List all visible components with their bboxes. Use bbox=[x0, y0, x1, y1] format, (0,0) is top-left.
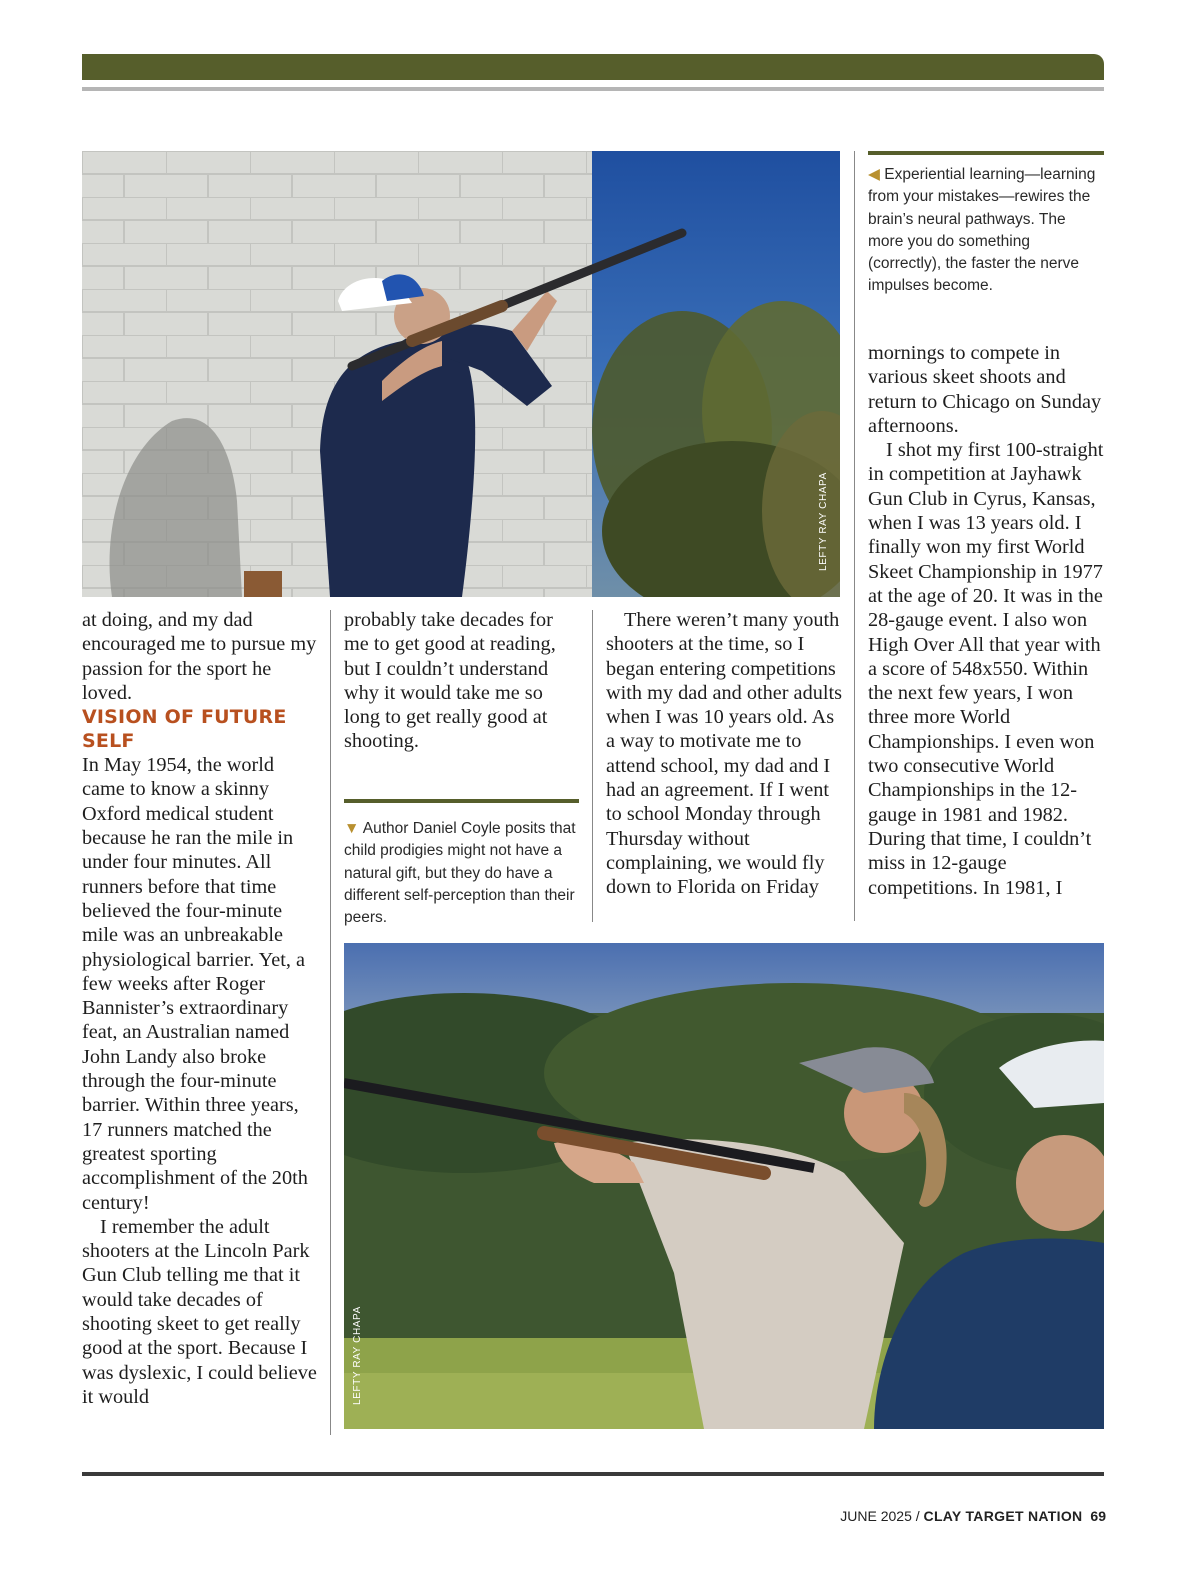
footer-separator: / bbox=[911, 1508, 924, 1524]
column-3 bbox=[606, 608, 842, 900]
photo-credit-bottom: LEFTY RAY CHAPA bbox=[352, 1306, 363, 1405]
caption-rule-top bbox=[868, 151, 1104, 155]
caption-text: Experiential learning—learning from your mistakes—rewires the brain’s neural pathways. The more you do something (correctly), the faster the nerve impulses become. bbox=[868, 166, 1096, 295]
header-rule bbox=[82, 87, 1104, 91]
paragraph: In May 1954, the world came to know a skinny Oxford medical student because he ran the mile in under four minutes. All runners before that time believed the four-minute mile was an unbreakable physiological barrier. Yet, a few weeks after Roger Bannister’s extraordinary feat, an Australian named John Landy also broke through the four-minute barrier. Within three years, 17 runners matched the greatest sporting accomplishment of the 20th century! bbox=[82, 754, 308, 1214]
paragraph: I shot my first 100-straight in competition at Jayhawk Gun Club in Cyrus, Kansas, when I was 13 years old. I finally won my first World Skeet Championship in 1977 at the age of 20. It was in the 28-gauge event. I also won High Over All that year with a score of 548x550. Within the next few years, I won three more World Championships. I even won two consecutive World Championships in the 12-gauge in 1981 and 1982. During that time, I couldn’t miss in 12-gauge competitions. In 1981, I bbox=[868, 439, 1104, 899]
column-rule-2 bbox=[592, 610, 593, 922]
caption-left-triangle-icon: ◀ bbox=[868, 166, 880, 183]
section-heading: VISION OF FUTURE SELF bbox=[82, 706, 287, 753]
page-footer bbox=[840, 1508, 1106, 1524]
caption-rule-middle bbox=[344, 799, 579, 803]
photo-shooter-standing bbox=[82, 151, 840, 597]
paragraph: mornings to compete in various skeet shoots and return to Chicago on Sunday afternoons. bbox=[868, 342, 1102, 437]
paragraph: probably take decades for me to get good at reading, but I couldn’t understand why it would take me so long to get really good at shooting. bbox=[344, 609, 556, 753]
photo-credit-top: LEFTY RAY CHAPA bbox=[818, 472, 829, 571]
paragraph: at doing, and my dad encouraged me to pursue my passion for the sport he loved. bbox=[82, 609, 317, 704]
header-bar bbox=[82, 54, 1104, 80]
column-2 bbox=[344, 608, 582, 754]
caption-down-triangle-icon: ▼ bbox=[344, 820, 360, 837]
photo-shooters-field bbox=[344, 943, 1104, 1429]
paragraph: There weren’t many youth shooters at the time, so I began entering competitions with my dad and other adults when I was 10 years old. As a way to motivate me to attend school, my dad and I had an agreement. If I went to school Monday through Thursday without complaining, we would fly down to Florida on Friday bbox=[606, 609, 843, 899]
page-number: 69 bbox=[1090, 1508, 1106, 1524]
photo-caption-top bbox=[868, 164, 1104, 298]
magazine-name: CLAY TARGET NATION bbox=[923, 1508, 1083, 1524]
column-rule-1 bbox=[330, 610, 331, 1435]
column-1 bbox=[82, 608, 318, 1409]
column-4 bbox=[868, 341, 1104, 900]
column-rule-3 bbox=[854, 151, 855, 921]
photo-caption-middle bbox=[344, 818, 580, 929]
footer-rule bbox=[82, 1472, 1104, 1476]
caption-text: Author Daniel Coyle posits that child prodigies might not have a natural gift, but they do have a different self-perception than their peers. bbox=[344, 820, 576, 927]
issue-date: JUNE 2025 bbox=[840, 1508, 912, 1524]
paragraph: I remember the adult shooters at the Lincoln Park Gun Club telling me that it would take decades of shooting skeet to get really good at the sport. Because I was dyslexic, I could believe it would bbox=[82, 1215, 317, 1408]
